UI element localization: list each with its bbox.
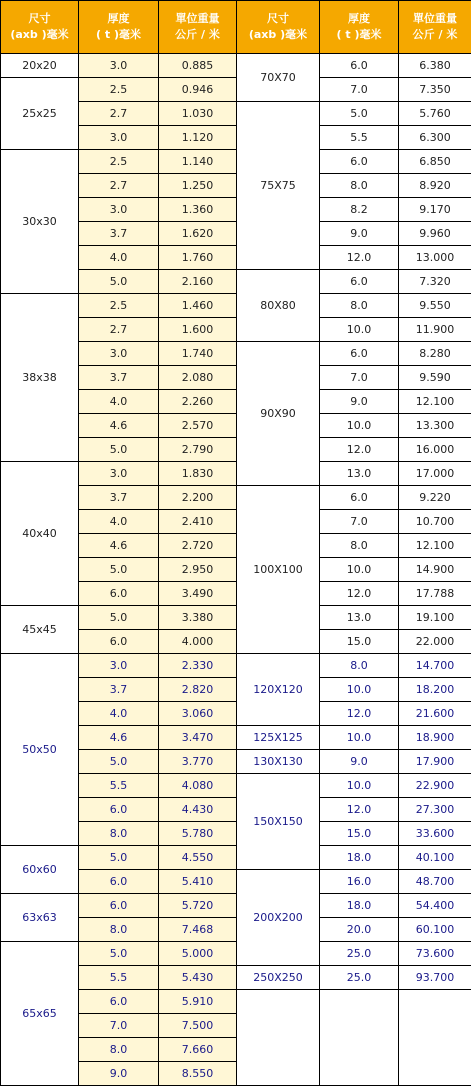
thickness-cell: 2.5 [79,150,159,174]
weight-cell: 1.120 [159,126,237,150]
size-cell: 125X125 [237,726,320,750]
weight-cell: 1.620 [159,222,237,246]
empty-cell [399,990,471,1086]
weight-cell: 12.100 [399,534,471,558]
weight-cell: 7.500 [159,1014,237,1038]
weight-cell: 1.600 [159,318,237,342]
thickness-cell: 6.0 [79,582,159,606]
table-row [1,606,471,630]
weight-cell: 27.300 [399,798,471,822]
weight-cell: 9.960 [399,222,471,246]
thickness-cell: 2.5 [79,294,159,318]
thickness-cell: 4.0 [79,510,159,534]
thickness-cell: 3.0 [79,126,159,150]
weight-cell: 6.850 [399,150,471,174]
weight-cell: 0.946 [159,78,237,102]
thickness-cell: 10.0 [320,726,399,750]
table-row [1,846,471,870]
thickness-cell: 8.2 [320,198,399,222]
weight-cell: 18.200 [399,678,471,702]
thickness-cell: 9.0 [320,222,399,246]
size-cell: 45x45 [1,606,79,654]
thickness-cell: 6.0 [79,870,159,894]
thickness-cell: 3.7 [79,366,159,390]
thickness-cell: 6.0 [320,150,399,174]
weight-cell: 14.900 [399,558,471,582]
thickness-cell: 4.0 [79,702,159,726]
weight-cell: 40.100 [399,846,471,870]
weight-cell: 11.900 [399,318,471,342]
size-cell: 80X80 [237,270,320,342]
empty-cell [320,990,399,1086]
thickness-cell: 6.0 [79,894,159,918]
thickness-cell: 13.0 [320,462,399,486]
weight-cell: 6.300 [399,126,471,150]
thickness-cell: 3.7 [79,222,159,246]
thickness-cell: 18.0 [320,894,399,918]
thickness-cell: 12.0 [320,702,399,726]
weight-cell: 1.760 [159,246,237,270]
size-cell: 200X200 [237,870,320,966]
weight-cell: 1.250 [159,174,237,198]
thickness-cell: 8.0 [79,918,159,942]
table-body [1,54,471,1086]
table-row [1,294,471,318]
thickness-cell: 9.0 [320,750,399,774]
weight-cell: 2.410 [159,510,237,534]
weight-cell: 2.200 [159,486,237,510]
thickness-cell: 5.0 [79,558,159,582]
weight-cell: 2.260 [159,390,237,414]
table-row [1,942,471,966]
weight-cell: 7.320 [399,270,471,294]
weight-cell: 14.700 [399,654,471,678]
thickness-cell: 5.0 [320,102,399,126]
table-row [1,462,471,486]
size-cell: 150X150 [237,774,320,870]
weight-cell: 18.900 [399,726,471,750]
weight-cell: 22.900 [399,774,471,798]
weight-cell: 3.470 [159,726,237,750]
size-cell: 100X100 [237,486,320,654]
thickness-cell: 6.0 [320,54,399,78]
weight-cell: 12.100 [399,390,471,414]
thickness-cell: 6.0 [79,630,159,654]
weight-cell: 13.000 [399,246,471,270]
size-cell: 130X130 [237,750,320,774]
weight-cell: 3.060 [159,702,237,726]
weight-cell: 7.660 [159,1038,237,1062]
thickness-cell: 8.0 [79,1038,159,1062]
thickness-cell: 10.0 [320,318,399,342]
thickness-cell: 5.0 [79,750,159,774]
thickness-cell: 6.0 [320,342,399,366]
thickness-cell: 7.0 [320,78,399,102]
weight-cell: 3.380 [159,606,237,630]
weight-cell: 6.380 [399,54,471,78]
thickness-cell: 5.5 [320,126,399,150]
thickness-cell: 3.0 [79,342,159,366]
thickness-cell: 4.6 [79,414,159,438]
weight-cell: 13.300 [399,414,471,438]
thickness-cell: 2.7 [79,174,159,198]
weight-cell: 2.950 [159,558,237,582]
weight-cell: 17.788 [399,582,471,606]
header-size-right: 尺寸 (axb )毫米 [237,1,320,54]
thickness-cell: 5.5 [79,774,159,798]
weight-cell: 17.000 [399,462,471,486]
header-size: 尺寸 (axb )毫米 [1,1,79,54]
thickness-cell: 8.0 [79,822,159,846]
weight-cell: 1.460 [159,294,237,318]
weight-cell: 9.220 [399,486,471,510]
thickness-cell: 3.7 [79,486,159,510]
thickness-cell: 7.0 [320,366,399,390]
weight-cell: 93.700 [399,966,471,990]
thickness-cell: 20.0 [320,918,399,942]
weight-cell: 5.720 [159,894,237,918]
thickness-cell: 15.0 [320,822,399,846]
weight-cell: 5.410 [159,870,237,894]
thickness-cell: 12.0 [320,438,399,462]
thickness-cell: 2.5 [79,78,159,102]
size-cell: 65x65 [1,942,79,1086]
weight-cell: 2.330 [159,654,237,678]
thickness-cell: 8.0 [320,174,399,198]
thickness-cell: 3.0 [79,198,159,222]
size-cell: 25x25 [1,78,79,150]
thickness-cell: 15.0 [320,630,399,654]
thickness-cell: 6.0 [79,990,159,1014]
weight-cell: 4.080 [159,774,237,798]
thickness-cell: 10.0 [320,774,399,798]
thickness-cell: 10.0 [320,414,399,438]
thickness-cell: 5.0 [79,606,159,630]
thickness-cell: 4.0 [79,390,159,414]
thickness-cell: 5.5 [79,966,159,990]
thickness-cell: 10.0 [320,678,399,702]
weight-cell: 2.720 [159,534,237,558]
weight-cell: 1.360 [159,198,237,222]
weight-cell: 22.000 [399,630,471,654]
size-cell: 90X90 [237,342,320,486]
weight-cell: 2.080 [159,366,237,390]
weight-cell: 9.590 [399,366,471,390]
weight-cell: 54.400 [399,894,471,918]
thickness-cell: 5.0 [79,270,159,294]
weight-cell: 4.550 [159,846,237,870]
thickness-cell: 4.6 [79,726,159,750]
weight-cell: 3.770 [159,750,237,774]
weight-cell: 60.100 [399,918,471,942]
weight-cell: 33.600 [399,822,471,846]
weight-cell: 7.468 [159,918,237,942]
header-thickness-right: 厚度 ( t )毫米 [320,1,399,54]
weight-cell: 2.790 [159,438,237,462]
thickness-cell: 2.7 [79,102,159,126]
thickness-cell: 12.0 [320,798,399,822]
weight-cell: 5.760 [399,102,471,126]
table-row [1,78,471,102]
weight-cell: 48.700 [399,870,471,894]
thickness-cell: 12.0 [320,246,399,270]
weight-cell: 21.600 [399,702,471,726]
thickness-cell: 16.0 [320,870,399,894]
size-cell: 40x40 [1,462,79,606]
weight-cell: 0.885 [159,54,237,78]
weight-cell: 16.000 [399,438,471,462]
size-cell: 70X70 [237,54,320,102]
weight-cell: 5.780 [159,822,237,846]
thickness-cell: 6.0 [79,798,159,822]
weight-cell: 8.280 [399,342,471,366]
thickness-cell: 3.7 [79,678,159,702]
thickness-cell: 5.0 [79,438,159,462]
weight-cell: 4.430 [159,798,237,822]
size-cell: 63x63 [1,894,79,942]
header-row [1,1,471,54]
size-cell: 250X250 [237,966,320,990]
weight-cell: 1.140 [159,150,237,174]
weight-cell: 9.170 [399,198,471,222]
size-cell: 120X120 [237,654,320,726]
thickness-cell: 3.0 [79,654,159,678]
weight-cell: 17.900 [399,750,471,774]
thickness-cell: 8.0 [320,294,399,318]
size-cell: 60x60 [1,846,79,894]
thickness-cell: 8.0 [320,534,399,558]
size-cell: 38x38 [1,294,79,462]
thickness-cell: 4.0 [79,246,159,270]
size-cell: 30x30 [1,150,79,294]
weight-cell: 3.490 [159,582,237,606]
thickness-cell: 13.0 [320,606,399,630]
thickness-cell: 18.0 [320,846,399,870]
weight-cell: 1.830 [159,462,237,486]
weight-cell: 5.430 [159,966,237,990]
thickness-cell: 7.0 [320,510,399,534]
thickness-cell: 3.0 [79,54,159,78]
weight-cell: 5.910 [159,990,237,1014]
empty-cell [237,990,320,1086]
weight-cell: 8.920 [399,174,471,198]
table-row [1,654,471,678]
weight-cell: 1.030 [159,102,237,126]
weight-cell: 2.160 [159,270,237,294]
weight-cell: 2.570 [159,414,237,438]
table-row [1,54,471,78]
thickness-cell: 6.0 [320,270,399,294]
thickness-cell: 12.0 [320,582,399,606]
weight-cell: 8.550 [159,1062,237,1086]
size-cell: 50x50 [1,654,79,846]
header-unit-weight: 單位重量 公斤 / 米 [159,1,237,54]
thickness-cell: 25.0 [320,942,399,966]
thickness-cell: 25.0 [320,966,399,990]
weight-cell: 9.550 [399,294,471,318]
thickness-cell: 8.0 [320,654,399,678]
weight-cell: 1.740 [159,342,237,366]
thickness-cell: 7.0 [79,1014,159,1038]
thickness-cell: 5.0 [79,846,159,870]
weight-cell: 7.350 [399,78,471,102]
weight-cell: 19.100 [399,606,471,630]
table-row [1,150,471,174]
size-cell: 20x20 [1,54,79,78]
header-unit-weight-right: 單位重量 公斤 / 米 [399,1,471,54]
weight-cell: 2.820 [159,678,237,702]
thickness-cell: 9.0 [320,390,399,414]
thickness-cell: 10.0 [320,558,399,582]
thickness-cell: 4.6 [79,534,159,558]
weight-cell: 5.000 [159,942,237,966]
header-thickness: 厚度 ( t )毫米 [79,1,159,54]
size-cell: 75X75 [237,102,320,270]
thickness-cell: 3.0 [79,462,159,486]
thickness-cell: 2.7 [79,318,159,342]
weight-cell: 4.000 [159,630,237,654]
weight-cell: 73.600 [399,942,471,966]
thickness-cell: 6.0 [320,486,399,510]
thickness-cell: 9.0 [79,1062,159,1086]
thickness-cell: 5.0 [79,942,159,966]
weight-cell: 10.700 [399,510,471,534]
table-row [1,894,471,918]
